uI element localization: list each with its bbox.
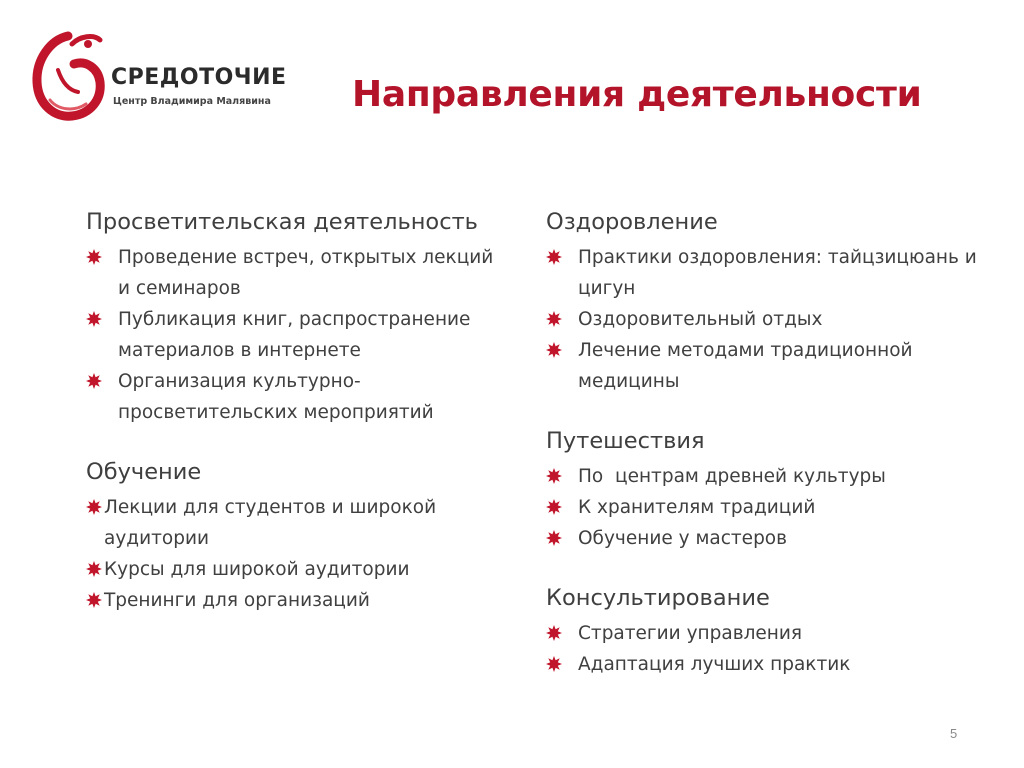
item-list	[86, 492, 506, 616]
star-bullet-icon	[86, 249, 102, 265]
list-item	[86, 304, 506, 366]
star-bullet-icon	[546, 311, 562, 327]
star-bullet-icon	[546, 468, 562, 484]
item-list	[86, 242, 506, 428]
list-item-text: Лечение методами традиционной медицины	[578, 340, 913, 392]
list-item-text: Практики оздоровления: тайцзицюань и цигун	[578, 247, 977, 299]
left-column	[86, 203, 506, 616]
list-item	[546, 618, 986, 649]
star-bullet-icon	[546, 342, 562, 358]
logo	[28, 30, 288, 122]
star-bullet-icon	[86, 592, 102, 608]
item-list	[546, 618, 986, 680]
star-bullet-icon	[546, 249, 562, 265]
item-list	[546, 461, 986, 554]
list-item	[546, 492, 986, 523]
list-item	[546, 523, 986, 554]
star-bullet-icon	[546, 530, 562, 546]
section-consulting	[546, 579, 986, 680]
section-education-activity	[86, 203, 506, 428]
list-item-text: Стратегии управления	[578, 623, 803, 644]
list-item	[86, 366, 506, 428]
list-item-text: По центрам древней культуры	[578, 466, 886, 487]
list-item-text: Организация культурно-просветительских мероприятий	[118, 371, 434, 423]
star-bullet-icon	[546, 656, 562, 672]
list-item	[546, 649, 986, 680]
page-title: Направления деятельности	[352, 74, 922, 115]
page-number: 5	[950, 726, 958, 741]
list-item-text: Публикация книг, распространение материалов в интернете	[118, 309, 471, 361]
section-travel	[546, 422, 986, 554]
list-item	[546, 304, 986, 335]
list-item-text: Тренинги для организаций	[104, 590, 370, 611]
list-item	[546, 242, 986, 304]
star-bullet-icon	[86, 499, 102, 515]
star-bullet-icon	[86, 373, 102, 389]
list-item-text: Оздоровительный отдых	[578, 309, 823, 330]
list-item	[546, 461, 986, 492]
item-list	[546, 242, 986, 397]
list-item-text: Обучение у мастеров	[578, 528, 788, 549]
list-item-text: Проведение встреч, открытых лекций и семинаров	[118, 247, 494, 299]
calligraphy-brush-icon	[28, 30, 108, 122]
section-heading: Просветительская деятельность	[86, 209, 478, 235]
right-column	[546, 203, 986, 680]
list-item	[86, 554, 506, 585]
section-heading: Путешествия	[546, 428, 705, 454]
list-item-text: Курсы для широкой аудитории	[104, 559, 410, 580]
list-item-text: Лекции для студентов и широкой аудитории	[104, 497, 437, 549]
star-bullet-icon	[546, 499, 562, 515]
list-item-text: К хранителям традиций	[578, 497, 816, 518]
section-heading: Консультирование	[546, 585, 770, 611]
star-bullet-icon	[86, 311, 102, 327]
list-item	[86, 242, 506, 304]
list-item	[86, 585, 506, 616]
star-bullet-icon	[86, 561, 102, 577]
list-item-text: Адаптация лучших практик	[578, 654, 851, 675]
section-heading: Оздоровление	[546, 209, 718, 235]
list-item	[546, 335, 986, 397]
section-training	[86, 453, 506, 616]
logo-name: СРЕДОТОЧИЕ	[111, 65, 287, 90]
list-item	[86, 492, 506, 554]
star-bullet-icon	[546, 625, 562, 641]
section-heading: Обучение	[86, 459, 202, 485]
logo-subtitle: Центр Владимира Малявина	[113, 96, 271, 107]
section-wellness	[546, 203, 986, 397]
